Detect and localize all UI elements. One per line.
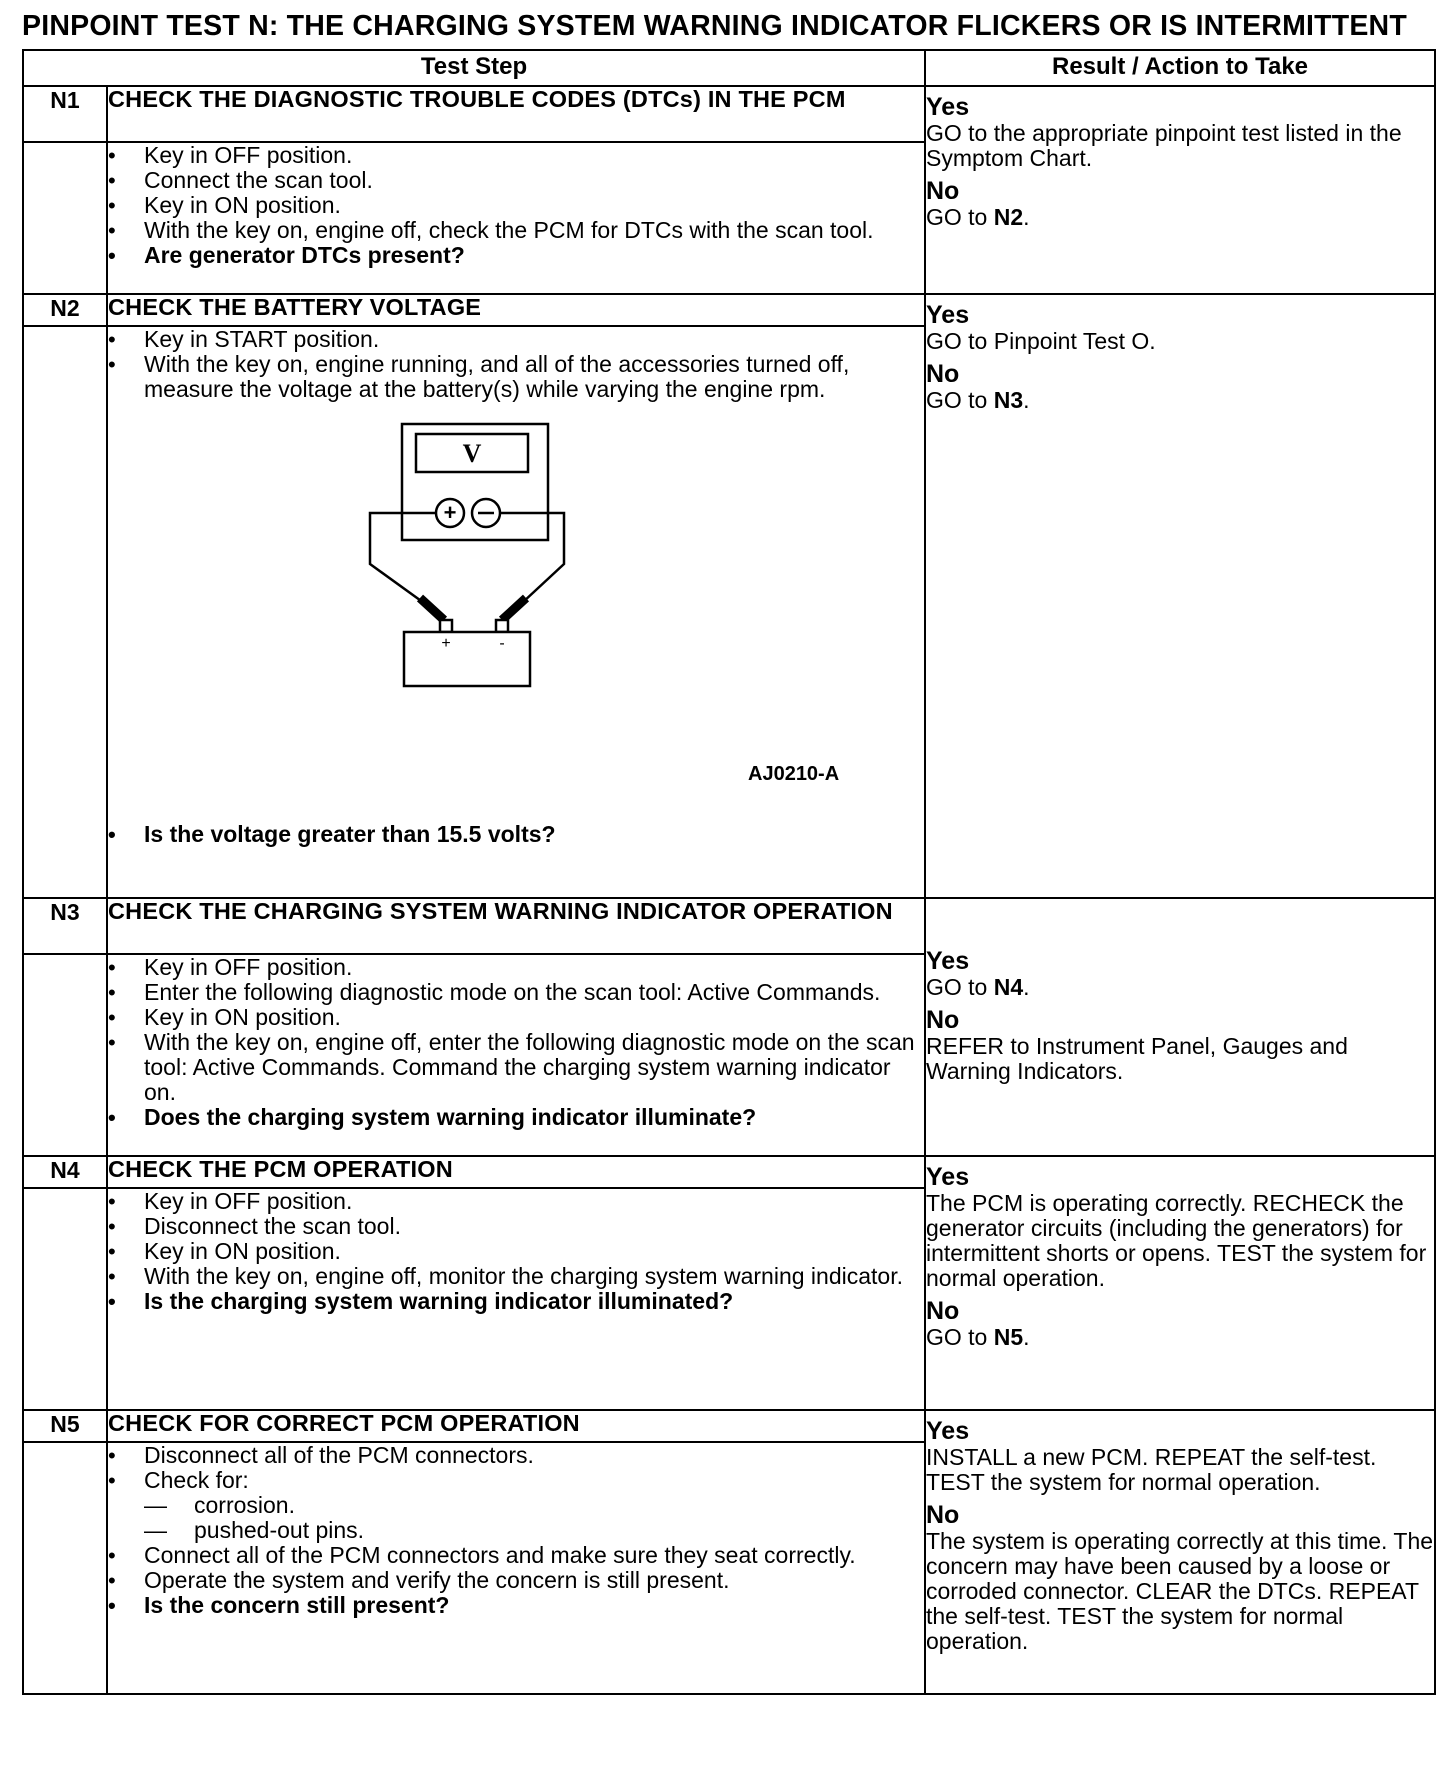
yes-action: The PCM is operating correctly. RECHECK the generator circuits (including the generators) for intermittent shorts or opens. TEST the system for normal operation. [926, 1190, 1427, 1291]
dash-mark: — [144, 1492, 167, 1518]
no-label: No [926, 1005, 960, 1034]
step-n5-heading-row [23, 1410, 1435, 1442]
action-item: • Key in OFF position. [108, 1189, 924, 1214]
step-result [925, 1156, 1435, 1410]
action-item: • With the key on, engine off, enter the following diagnostic mode on the scan tool: Active Commands. Command the charging system warning indicator on. [108, 1030, 924, 1105]
yes-label: Yes [926, 1163, 970, 1191]
step-id: N1 [23, 86, 107, 142]
step-id: N4 [23, 1156, 107, 1188]
id-spacer [23, 142, 107, 294]
step-n2-heading-row [23, 294, 1435, 326]
step-id: N3 [23, 898, 107, 954]
step-id: N2 [23, 294, 107, 326]
action-item: • Key in START position. [108, 327, 924, 352]
step-result [925, 294, 1435, 898]
action-item: • Connect the scan tool. [108, 168, 924, 193]
no-label: No [926, 1297, 960, 1325]
battery-post-positive [440, 620, 452, 632]
dash-mark: — [144, 1517, 167, 1543]
id-spacer [23, 954, 107, 1156]
action-item [108, 1468, 924, 1543]
yes-label: Yes [926, 93, 970, 121]
step-n3-heading-row [23, 898, 1435, 954]
step-result [925, 86, 1435, 294]
step-heading: CHECK THE PCM OPERATION [107, 1156, 925, 1188]
step-heading: CHECK THE DIAGNOSTIC TROUBLE CODES (DTCs) IN THE PCM [107, 86, 925, 142]
step-heading: CHECK THE CHARGING SYSTEM WARNING INDICATOR OPERATION [107, 898, 925, 954]
action-item: • With the key on, engine off, check the PCM for DTCs with the scan tool. [108, 218, 924, 243]
action-item: • Key in ON position. [108, 1005, 924, 1030]
plus-terminal-label: + [443, 500, 457, 525]
action-item: • With the key on, engine off, monitor the charging system warning indicator. [108, 1264, 924, 1289]
action-text: Check for: [144, 1467, 249, 1493]
action-item: • Disconnect all of the PCM connectors. [108, 1443, 924, 1468]
step-heading: CHECK THE BATTERY VOLTAGE [107, 294, 925, 326]
header-result-action: Result / Action to Take [925, 50, 1435, 86]
step-question: • Is the voltage greater than 15.5 volts? [108, 822, 924, 847]
meter-label: V [462, 439, 482, 468]
yes-action: INSTALL a new PCM. REPEAT the self-test. TEST the system for normal operation. [926, 1444, 1377, 1495]
step-body [107, 1188, 925, 1410]
step-result [925, 1410, 1435, 1694]
step-body [107, 1442, 925, 1694]
step-heading: CHECK FOR CORRECT PCM OPERATION [107, 1410, 925, 1442]
no-label: No [926, 1501, 960, 1529]
step-body [107, 142, 925, 294]
sub-item: — pushed-out pins. [144, 1517, 365, 1543]
yes-label: Yes [926, 301, 970, 329]
step-question: • Are generator DTCs present? [108, 243, 924, 268]
id-spacer [23, 1188, 107, 1410]
yes-action: GO to N4. [926, 973, 1030, 1000]
sub-item: — corrosion. [144, 1492, 295, 1518]
step-question: • Is the charging system warning indicator illuminated? [108, 1289, 924, 1314]
step-id: N5 [23, 1410, 107, 1442]
battery-icon [404, 632, 530, 686]
figure-id: AJ0210-A [748, 763, 840, 785]
no-label: No [926, 177, 960, 205]
yes-label: Yes [926, 1417, 970, 1445]
table-header-row [23, 50, 1435, 86]
no-action: GO to N5. [926, 1324, 1030, 1350]
yes-action: GO to Pinpoint Test O. [926, 328, 1156, 354]
id-spacer [23, 1442, 107, 1694]
page-title: PINPOINT TEST N: THE CHARGING SYSTEM WARNING INDICATOR FLICKERS OR IS INTERMITTENT [22, 10, 1407, 42]
action-item: • Enter the following diagnostic mode on the scan tool: Active Commands. [108, 980, 924, 1005]
voltmeter-battery-diagram [108, 402, 924, 822]
negative-probe [502, 598, 526, 620]
no-label: No [926, 360, 960, 388]
battery-minus-label: - [499, 635, 505, 652]
voltmeter-illustration [108, 402, 908, 822]
step-question: • Does the charging system warning indicator illuminate? [108, 1105, 924, 1130]
yes-label: Yes [926, 946, 970, 975]
battery-plus-label: + [441, 635, 451, 652]
no-action: The system is operating correctly at this time. The concern may have been caused by a loose or corroded connector. CLEAR the DTCs. REPEAT the self-test. TEST the system for normal operation. [926, 1528, 1434, 1654]
action-item: • With the key on, engine running, and all of the accessories turned off, measure the voltage at the battery(s) while varying the engine rpm. [108, 352, 924, 402]
action-item: • Key in ON position. [108, 193, 924, 218]
step-question: • Is the concern still present? [108, 1593, 924, 1618]
action-item: • Operate the system and verify the concern is still present. [108, 1568, 924, 1593]
battery-post-negative [496, 620, 508, 632]
check-for-list [144, 1493, 924, 1543]
id-spacer [23, 326, 107, 898]
step-n4-heading-row [23, 1156, 1435, 1188]
step-body [107, 954, 925, 1156]
action-item: • Key in ON position. [108, 1239, 924, 1264]
step-result [925, 898, 1435, 1156]
action-item: • Key in OFF position. [108, 955, 924, 980]
action-item: • Key in OFF position. [108, 143, 924, 168]
no-action: REFER to Instrument Panel, Gauges and Warning Indicators. [926, 1032, 1348, 1084]
positive-probe [420, 598, 444, 620]
action-item: • Disconnect the scan tool. [108, 1214, 924, 1239]
action-item: • Connect all of the PCM connectors and make sure they seat correctly. [108, 1543, 924, 1568]
yes-action: GO to the appropriate pinpoint test listed in the Symptom Chart. [926, 120, 1402, 171]
no-action: GO to N3. [926, 387, 1030, 413]
step-n1-heading-row [23, 86, 1435, 142]
step-body [107, 326, 925, 898]
header-test-step: Test Step [23, 50, 925, 86]
pinpoint-test-table [22, 49, 1436, 1695]
no-action: GO to N2. [926, 204, 1030, 230]
